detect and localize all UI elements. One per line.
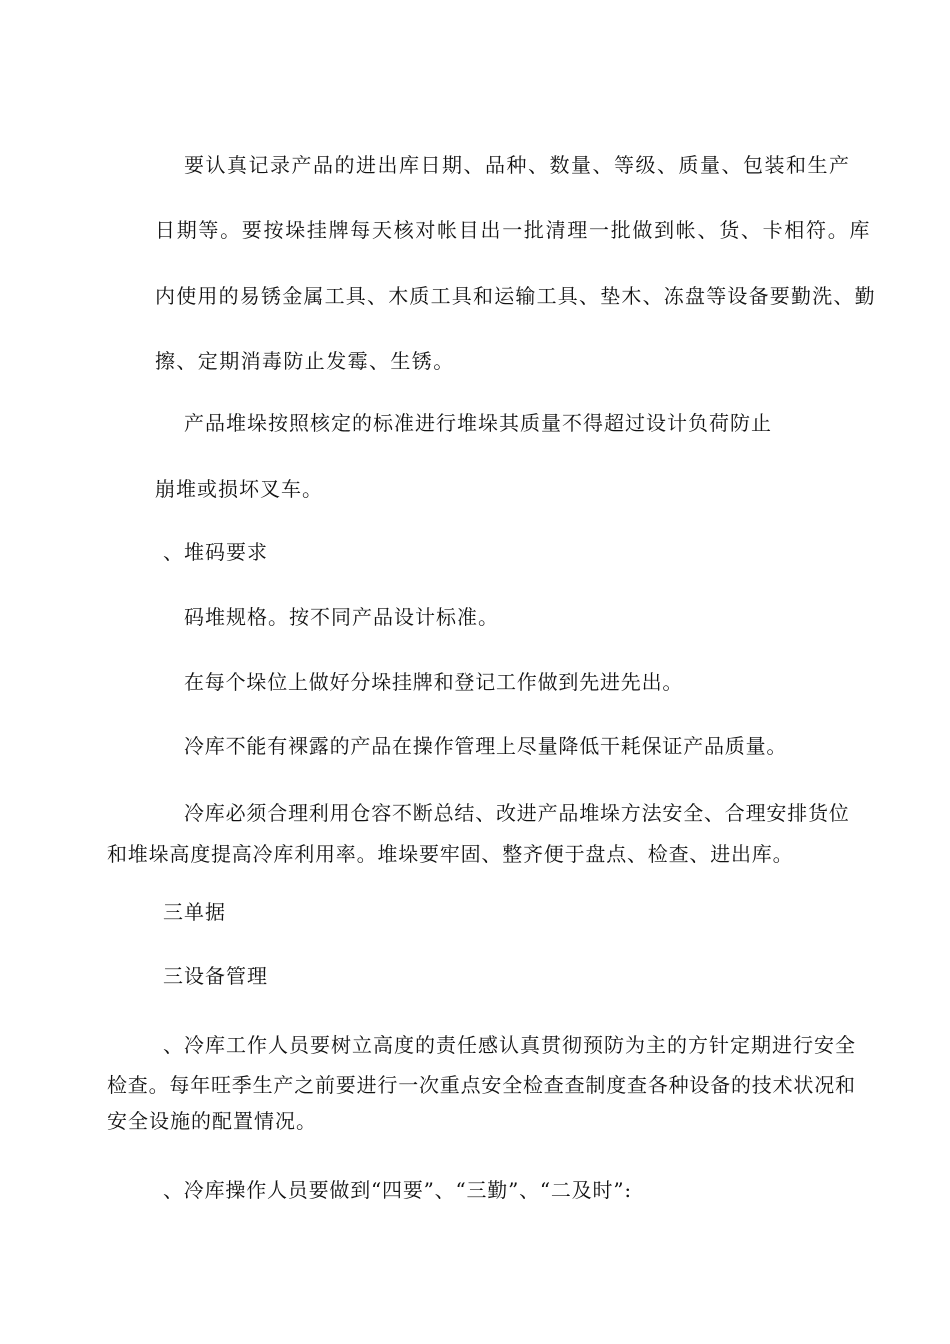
text-line: 和堆垛高度提高冷库利用率。堆垛要牢固、整齐便于盘点、检查、进出库。 bbox=[107, 842, 794, 866]
text-line: 崩堆或损坏叉车。 bbox=[155, 477, 323, 501]
text-line: 码堆规格。按不同产品设计标准。 bbox=[184, 605, 499, 629]
text-line: 要认真记录产品的进出库日期、品种、数量、等级、质量、包装和生产 bbox=[184, 153, 851, 177]
section-heading: 、堆码要求 bbox=[163, 540, 268, 564]
text-line: 安全设施的配置情况。 bbox=[107, 1109, 317, 1133]
text-line: 在每个垛位上做好分垛挂牌和登记工作做到先进先出。 bbox=[184, 670, 684, 694]
section-heading: 三单据 bbox=[163, 900, 226, 924]
text-line: 产品堆垛按照核定的标准进行堆垛其质量不得超过设计负荷防止 bbox=[184, 411, 772, 435]
section-heading: 三设备管理 bbox=[163, 964, 268, 988]
text-line: 冷库不能有裸露的产品在操作管理上尽量降低干耗保证产品质量。 bbox=[184, 734, 788, 758]
text-line: 、冷库工作人员要树立高度的责任感认真贯彻预防为主的方针定期进行安全 bbox=[163, 1033, 856, 1057]
text-line: 、冷库操作人员要做到“四要”、“三勤”、“二及时”: bbox=[163, 1178, 632, 1202]
text-line: 内使用的易锈金属工具、木质工具和运输工具、垫木、冻盘等设备要勤洗、勤 bbox=[155, 284, 876, 308]
text-line: 擦、定期消毒防止发霉、生锈。 bbox=[155, 349, 455, 373]
text-line: 日期等。要按垛挂牌每天核对帐目出一批清理一批做到帐、货、卡相符。库 bbox=[155, 218, 872, 242]
text-line: 冷库必须合理利用仓容不断总结、改进产品堆垛方法安全、合理安排货位 bbox=[184, 801, 850, 825]
text-line: 检查。每年旺季生产之前要进行一次重点安全检查查制度查各种设备的技术状况和 bbox=[107, 1073, 856, 1097]
